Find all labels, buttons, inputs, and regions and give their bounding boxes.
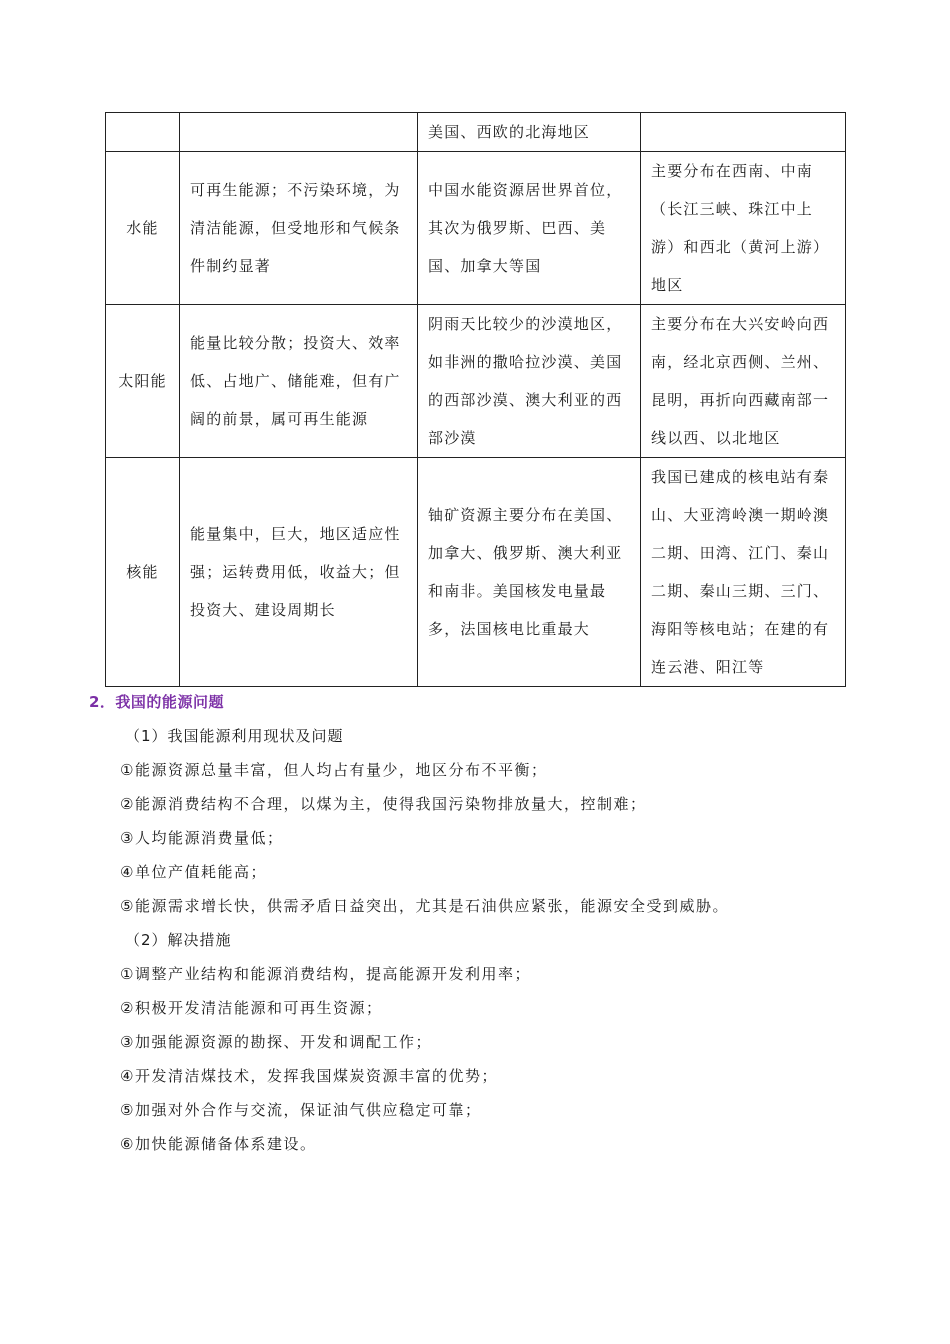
list-item: ③加强能源资源的勘探、开发和调配工作； <box>120 1033 432 1051</box>
china-distribution-cell: 主要分布在西南、中南（长江三峡、珠江中上游）和西北（黄河上游）地区 <box>641 152 846 305</box>
list-item: ⑤加强对外合作与交流，保证油气供应稳定可靠； <box>120 1101 482 1119</box>
list-item: ①能源资源总量丰富，但人均占有量少，地区分布不平衡； <box>120 761 548 779</box>
subsection-title-status: （1）我国能源利用现状及问题 <box>125 727 344 745</box>
table-row <box>106 305 846 458</box>
energy-features-cell: 能量比较分散；投资大、效率低、占地广、储能难，但有广阔的前景，属可再生能源 <box>180 305 418 458</box>
list-item: ⑥加快能源储备体系建设。 <box>120 1135 317 1153</box>
list-item: ⑤能源需求增长快，供需矛盾日益突出，尤其是石油供应紧张，能源安全受到威胁。 <box>120 897 729 915</box>
energy-name-cell: 太阳能 <box>106 305 180 458</box>
list-item: ④单位产值耗能高； <box>120 863 267 881</box>
section-title: 2．我国的能源问题 <box>89 693 224 711</box>
world-distribution-cell: 阴雨天比较少的沙漠地区，如非洲的撒哈拉沙漠、美国的西部沙漠、澳大利亚的西部沙漠 <box>418 305 641 458</box>
subsection-title-measures: （2）解决措施 <box>125 931 232 949</box>
list-item: ④开发清洁煤技术，发挥我国煤炭资源丰富的优势； <box>120 1067 498 1085</box>
china-distribution-cell: 主要分布在大兴安岭向西南，经北京西侧、兰州、昆明，再折向西藏南部一线以西、以北地区 <box>641 305 846 458</box>
china-distribution-cell: 我国已建成的核电站有秦山、大亚湾岭澳一期岭澳二期、田湾、江门、秦山二期、秦山三期、三门、海阳等核电站；在建的有连云港、阳江等 <box>641 458 846 687</box>
energy-resources-table <box>105 112 846 687</box>
energy-features-cell: 可再生能源；不污染环境，为清洁能源，但受地形和气候条件制约显著 <box>180 152 418 305</box>
china-distribution-cell <box>641 113 846 152</box>
table-row <box>106 113 846 152</box>
energy-name-cell <box>106 113 180 152</box>
list-item: ②能源消费结构不合理，以煤为主，使得我国污染物排放量大，控制难； <box>120 795 647 813</box>
energy-features-cell <box>180 113 418 152</box>
world-distribution-cell: 铀矿资源主要分布在美国、加拿大、俄罗斯、澳大利亚和南非。美国核发电量最多，法国核电比重最大 <box>418 458 641 687</box>
energy-name-cell: 水能 <box>106 152 180 305</box>
world-distribution-cell: 美国、西欧的北海地区 <box>418 113 641 152</box>
energy-name-cell: 核能 <box>106 458 180 687</box>
energy-features-cell: 能量集中，巨大，地区适应性强；运转费用低，收益大；但投资大、建设周期长 <box>180 458 418 687</box>
list-item: ①调整产业结构和能源消费结构，提高能源开发利用率； <box>120 965 531 983</box>
list-item: ②积极开发清洁能源和可再生资源； <box>120 999 383 1017</box>
table-row <box>106 458 846 687</box>
list-item: ③人均能源消费量低； <box>120 829 284 847</box>
table-row <box>106 152 846 305</box>
world-distribution-cell: 中国水能资源居世界首位，其次为俄罗斯、巴西、美国、加拿大等国 <box>418 152 641 305</box>
